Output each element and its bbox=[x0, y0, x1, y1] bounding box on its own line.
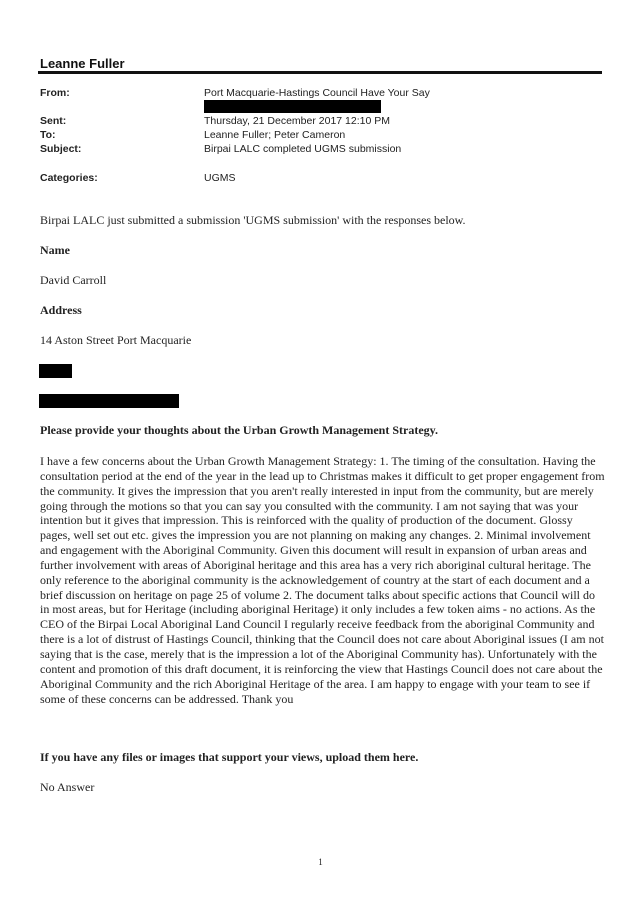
question-urban-growth: Please provide your thoughts about the Urban Growth Management Strategy. bbox=[40, 423, 439, 437]
sender-name: Leanne Fuller bbox=[40, 56, 125, 71]
redacted-value bbox=[39, 394, 179, 408]
to-value: Leanne Fuller; Peter Cameron bbox=[204, 129, 346, 141]
answer-files: No Answer bbox=[40, 780, 95, 794]
to-label: To: bbox=[40, 129, 56, 141]
header-divider bbox=[38, 71, 602, 74]
redacted-email bbox=[204, 100, 381, 113]
name-label: Name bbox=[40, 243, 70, 257]
redacted-label bbox=[39, 364, 72, 378]
intro-text: Birpai LALC just submitted a submission 'UGMS submission' with the responses below. bbox=[40, 213, 466, 227]
address-label: Address bbox=[40, 303, 82, 317]
page-number: 1 bbox=[318, 857, 323, 867]
from-label: From: bbox=[40, 87, 70, 99]
name-value: David Carroll bbox=[40, 273, 107, 287]
categories-value: UGMS bbox=[204, 172, 236, 184]
question-files: If you have any files or images that support your views, upload them here. bbox=[40, 750, 419, 764]
answer-urban-growth: I have a few concerns about the Urban Growth Management Strategy: 1. The timing of the consultation. Having the consultation period at the end of the year in the lead up to Christmas makes it difficult to get proper engagement from the community. It gives the impression that you aren't really interested in input from the community, but are merely going through the motions so that you can say you consulted with the community. I am not saying that was your intention but it gives that impression. This is reinforced with the quality of production of the document. Glossy pages, well set out etc. gives the impression you are not planning on making any changes. 2. Minimal involvement and engagement with the Aboriginal Community. Given this document will result in expansion of urban areas and further involvement with areas of Aboriginal heritage and this area has a very rich aboriginal cultural heritage. The only reference to the aboriginal community is the acknowledgement of country at the start of each document and a brief discussion on heritage on page 25 of volume 2. The document talks about specific actions that Council will do in most areas, but for Heritage (including aboriginal Heritage) it only includes a few token aims - no actions. As the CEO of the Birpai Local Aboriginal Land Council I regularly receive feedback from the aboriginal Community and there is a lot of distrust of Hastings Council, thinking that the Council does not care about Aboriginal issues (I am not saying that is the case, merely that is the impression a lot of the Aboriginal Community has). Unfortunately with the content and promotion of this draft document, it is reinforcing the view that Hastings Council does not care about the Aboriginal Community and the rich Aboriginal Heritage of the area. I am happy to engage with your team to see if some of these concerns can be addressed. Thank you bbox=[40, 454, 605, 706]
sent-value: Thursday, 21 December 2017 12:10 PM bbox=[204, 115, 390, 127]
categories-label: Categories: bbox=[40, 172, 98, 184]
sent-label: Sent: bbox=[40, 115, 67, 127]
address-value: 14 Aston Street Port Macquarie bbox=[40, 333, 192, 347]
subject-label: Subject: bbox=[40, 143, 82, 155]
from-value: Port Macquarie-Hastings Council Have Your Say bbox=[204, 87, 430, 99]
subject-value: Birpai LALC completed UGMS submission bbox=[204, 143, 402, 155]
